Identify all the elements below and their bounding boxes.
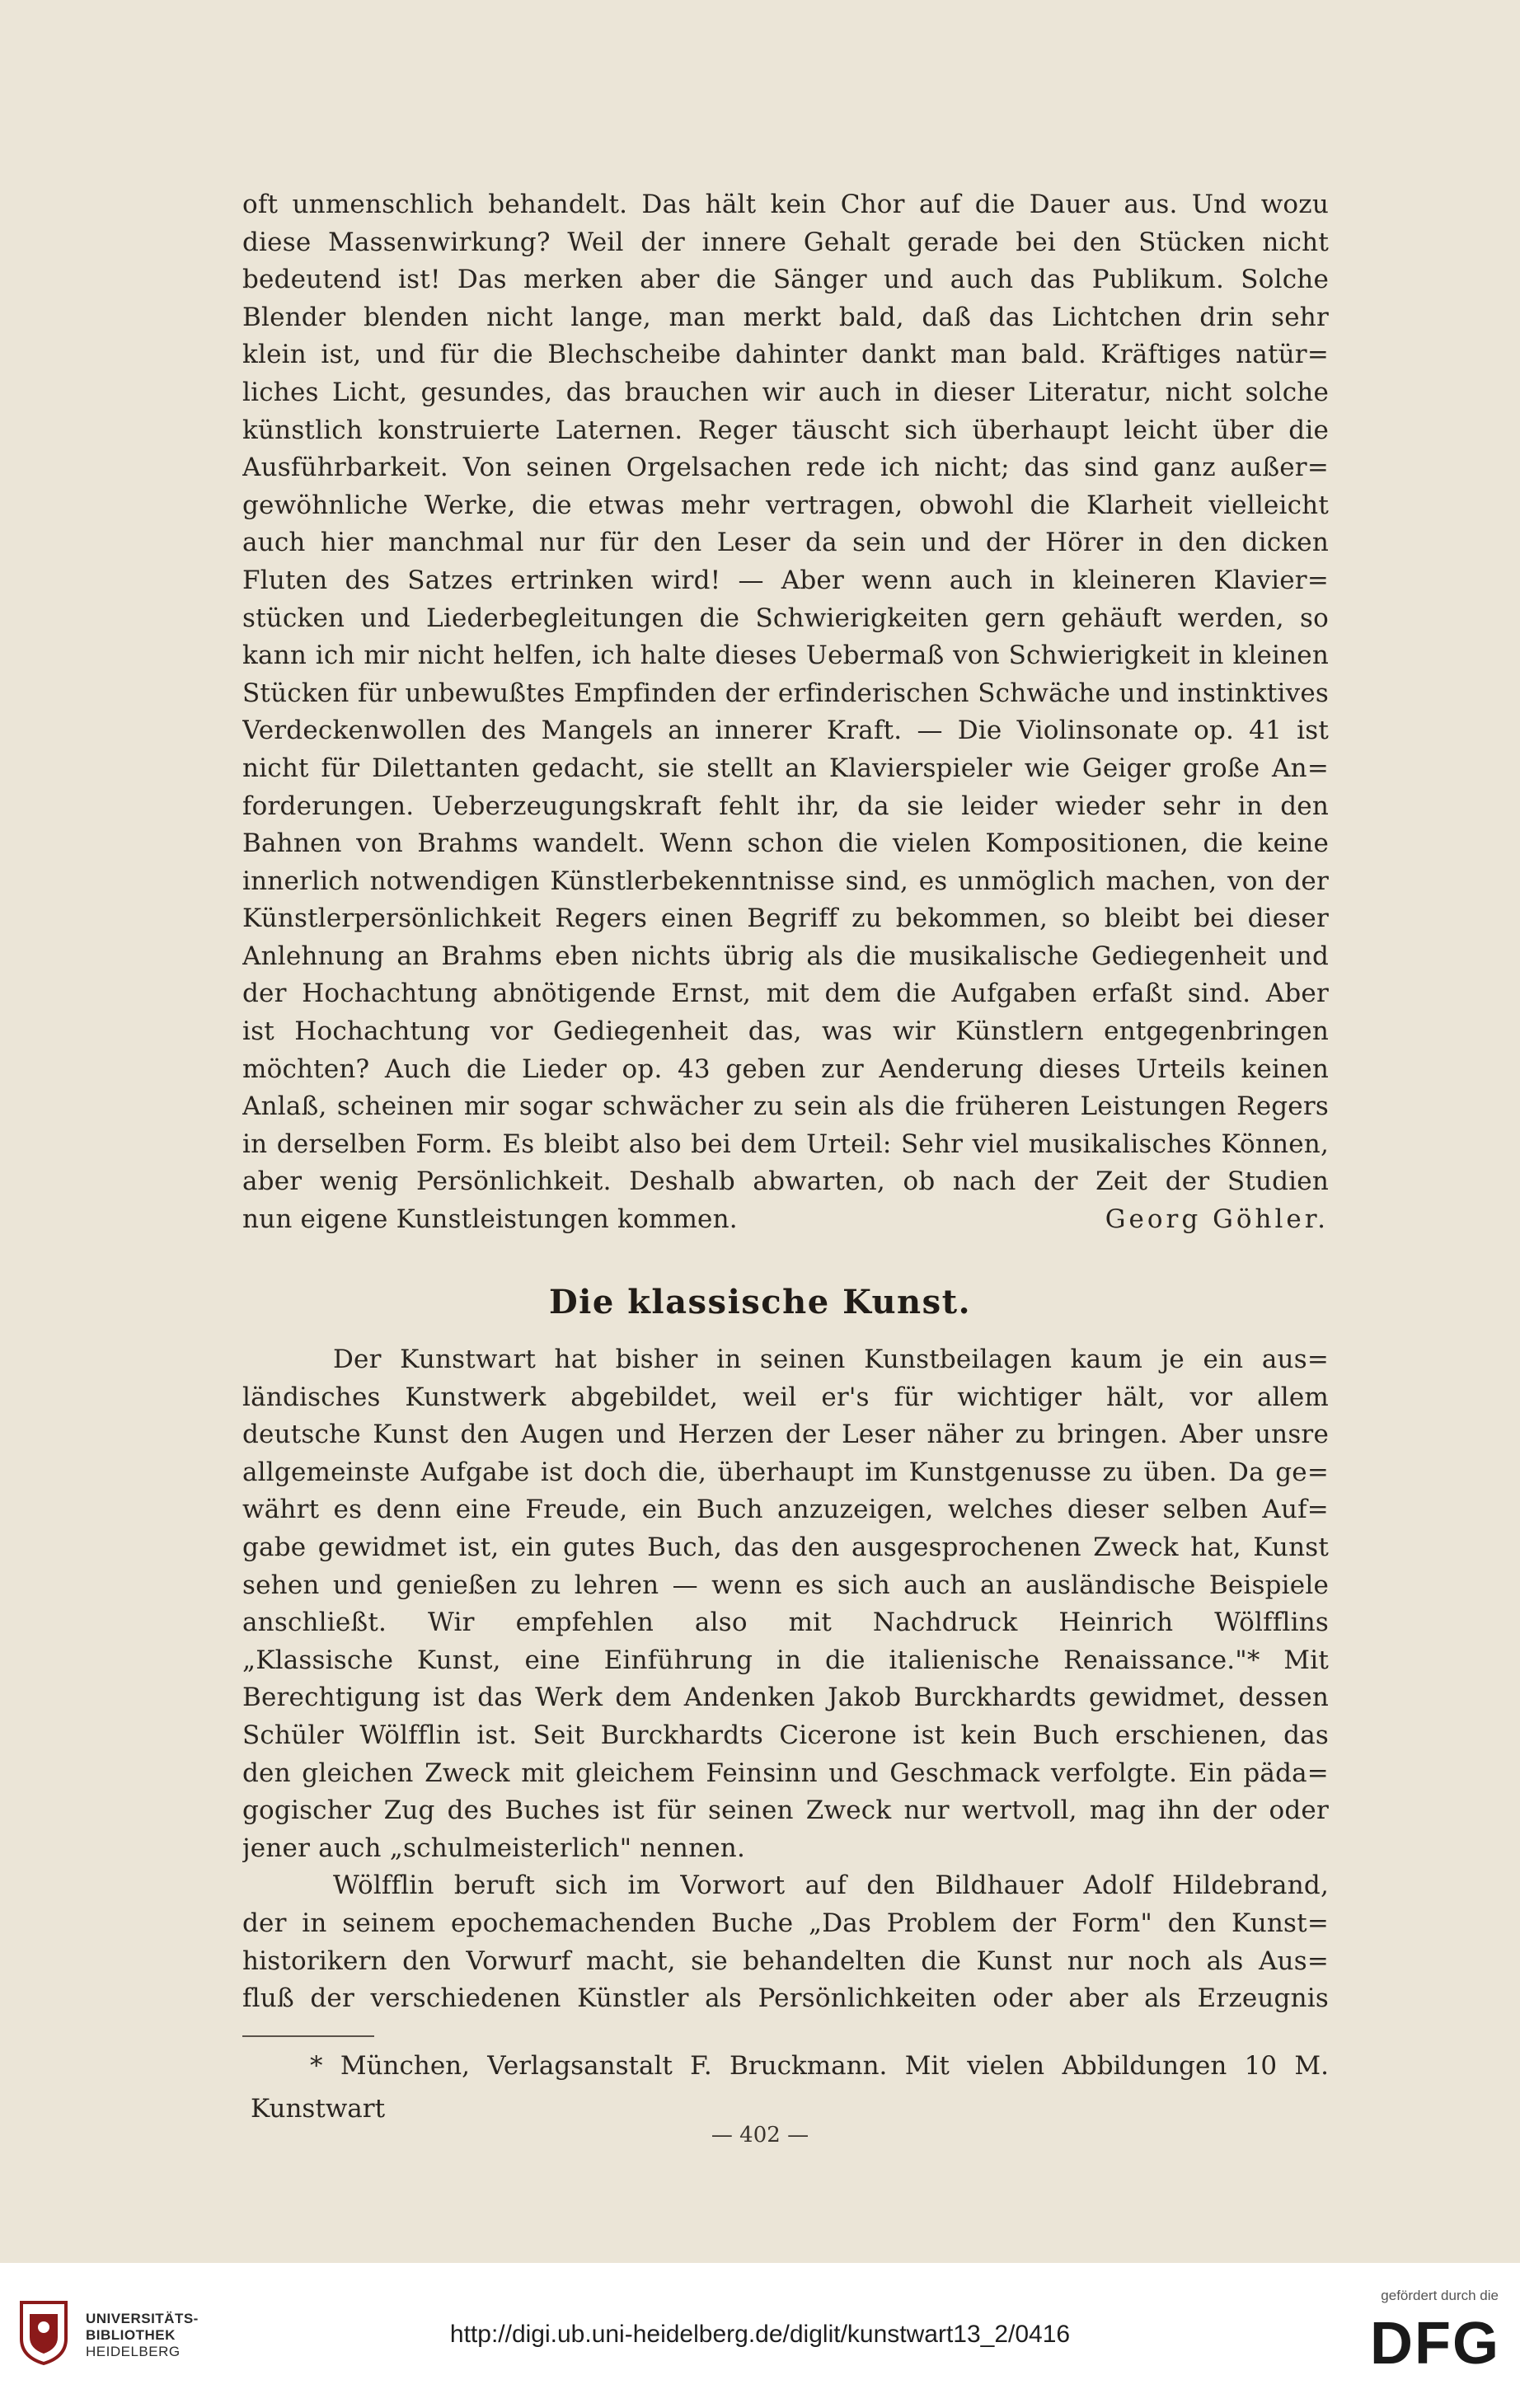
author-signature: Georg Göhler. xyxy=(1105,1204,1329,1235)
text-line: auch hier manchmal nur für den Leser da sein und der Hörer in den dicken xyxy=(242,528,1329,558)
text-line: jener auch „schulmeisterlich" nennen. xyxy=(242,1833,746,1863)
footnote-divider xyxy=(242,2035,374,2037)
text-line: fluß der verschiedenen Künstler als Persönlichkeiten oder aber als Erzeugnis xyxy=(242,1983,1329,2014)
text-line: Anlaß, scheinen mir sogar schwächer zu sein als die früheren Leistungen Regers xyxy=(242,1091,1329,1122)
text-line: der in seinem epochemachenden Buche „Das Problem der Form" den Kunst= xyxy=(242,1908,1329,1938)
text-line: gewöhnliche Werke, die etwas mehr vertragen, obwohl die Klarheit vielleicht xyxy=(242,490,1329,520)
text-line: sehen und genießen zu lehren — wenn es sich auch an ausländische Beispiele xyxy=(242,1570,1329,1600)
text-line: forderungen. Ueberzeugungskraft fehlt ihr, da sie leider wieder sehr in den xyxy=(242,791,1329,821)
text-line: liches Licht, gesundes, das brauchen wir auch in dieser Literatur, nicht solche xyxy=(242,377,1329,407)
text-line: deutsche Kunst den Augen und Herzen der Leser näher zu bringen. Aber unsre xyxy=(242,1420,1329,1450)
text-line: ländisches Kunstwerk abgebildet, weil er's für wichtiger hält, vor allem xyxy=(242,1382,1329,1412)
text-line: Anlehnung an Brahms eben nichts übrig als die musikalische Gediegenheit und xyxy=(242,941,1329,971)
text-line: Wölfflin beruft sich im Vorwort auf den Bildhauer Adolf Hildebrand, xyxy=(333,1871,1329,1901)
text-line: möchten? Auch die Lieder op. 43 geben zur Aenderung dieses Urteils keinen xyxy=(242,1054,1329,1084)
text-line: gabe gewidmet ist, ein gutes Buch, das den ausgesprochenen Zweck hat, Kunst xyxy=(242,1532,1329,1562)
signature-line xyxy=(242,1201,1329,1239)
text-line: Verdeckenwollen des Mangels an innerer Kraft. — Die Violinsonate op. 41 ist xyxy=(242,716,1329,746)
page-number: — 402 — xyxy=(711,2123,809,2147)
text-line: den gleichen Zweck mit gleichem Feinsinn und Geschmack verfolgte. Ein päda= xyxy=(242,1758,1329,1788)
viewer-footer xyxy=(0,2263,1520,2408)
institution-line: BIBLIOTHEK xyxy=(86,2327,176,2343)
funding-caption: gefördert durch die xyxy=(1381,2288,1499,2303)
article-text-part1 xyxy=(242,186,1329,1239)
text-line: Ausführbarkeit. Von seinen Orgelsachen rede ich nicht; das sind ganz außer= xyxy=(242,453,1329,483)
dfg-logo: DFG xyxy=(1370,2311,1500,2377)
text-line: Schüler Wölfflin ist. Seit Burckhardts Cicerone ist kein Buch erschienen, das xyxy=(242,1720,1329,1750)
text-line: nicht für Dilettanten gedacht, sie stellt an Klavierspieler wie Geiger große An= xyxy=(242,753,1329,783)
text-line: bedeutend ist! Das merken aber die Sänger und auch das Publikum. Solche xyxy=(242,265,1329,295)
text-line: Berechtigung ist das Werk dem Andenken Jakob Burckhardts gewidmet, dessen xyxy=(242,1683,1329,1713)
text-line: Bahnen von Brahms wandelt. Wenn schon die vielen Kompositionen, die keine xyxy=(242,828,1329,859)
text-line: Der Kunstwart hat bisher in seinen Kunstbeilagen kaum je ein aus= xyxy=(333,1345,1329,1374)
text-line: klein ist, und für die Blechscheibe dahinter dankt man bald. Kräftiges natür= xyxy=(242,340,1329,370)
running-footer: Kunstwart xyxy=(251,2094,386,2124)
article-text-part2 xyxy=(242,1341,1329,2018)
text-line: stücken und Liederbegleitungen die Schwierigkeiten gern gehäuft werden, so xyxy=(242,603,1329,633)
text-line: in derselben Form. Es bleibt also bei dem Urteil: Sehr viel musikalisches Können, xyxy=(242,1129,1329,1159)
text-line: „Klassische Kunst, eine Einführung in die italienische Renaissance."* Mit xyxy=(242,1645,1329,1675)
text-line: anschließt. Wir empfehlen also mit Nachdruck Heinrich Wölfflins xyxy=(242,1608,1329,1638)
text-line: Künstlerpersönlichkeit Regers einen Begriff zu bekommen, so bleibt bei dieser xyxy=(242,904,1329,934)
text-line: künstlich konstruierte Laternen. Reger täuscht sich überhaupt leicht über die xyxy=(242,415,1329,445)
text-line: Fluten des Satzes ertrinken wird! — Aber wenn auch in kleineren Klavier= xyxy=(242,565,1329,595)
footnote: * München, Verlagsanstalt F. Bruckmann. Mit vielen Abbildungen 10 M. xyxy=(310,2051,1329,2081)
section-heading: Die klassische Kunst. xyxy=(548,1283,972,1321)
text-line: oft unmenschlich behandelt. Das hält kein Chor auf die Dauer aus. Und wozu xyxy=(242,190,1329,219)
text-line: allgemeinste Aufgabe ist doch die, überhaupt im Kunstgenusse zu üben. Da ge= xyxy=(242,1457,1329,1487)
text-line: aber wenig Persönlichkeit. Deshalb abwarten, ob nach der Zeit der Studien xyxy=(242,1166,1329,1197)
source-url-link[interactable]: http://digi.ub.uni-heidelberg.de/diglit/kunstwart13_2/0416 xyxy=(449,2321,1071,2348)
institution-line: UNIVERSITÄTS- xyxy=(86,2311,199,2326)
institution-line: HEIDELBERG xyxy=(86,2344,181,2359)
text-line: historikern den Vorwurf macht, sie behandelten die Kunst nur noch als Aus= xyxy=(242,1946,1329,1976)
text-line: ist Hochachtung vor Gediegenheit das, was wir Künstlern entgegenbringen xyxy=(242,1016,1329,1047)
text-line: innerlich notwendigen Künstlerbekenntnisse sind, es unmöglich machen, von der xyxy=(242,866,1329,896)
text-line: diese Massenwirkung? Weil der innere Gehalt gerade bei den Stücken nicht xyxy=(242,227,1329,257)
text-line: kann ich mir nicht helfen, ich halte dieses Uebermaß von Schwierigkeit in kleinen xyxy=(242,641,1329,671)
text-line: nun eigene Kunstleistungen kommen. xyxy=(242,1204,738,1235)
text-line: Stücken für unbewußtes Empfinden der erfinderischen Schwäche und instinktives xyxy=(242,678,1329,708)
text-line: der Hochachtung abnötigende Ernst, mit dem die Aufgaben erfaßt sind. Aber xyxy=(242,979,1329,1009)
text-line: Blender blenden nicht lange, man merkt bald, daß das Lichtchen drin sehr xyxy=(242,302,1329,332)
text-line: gogischer Zug des Buches ist für seinen Zweck nur wertvoll, mag ihn der oder xyxy=(242,1795,1329,1826)
text-line: währt es denn eine Freude, ein Buch anzuzeigen, welches dieser selben Auf= xyxy=(242,1495,1329,1525)
